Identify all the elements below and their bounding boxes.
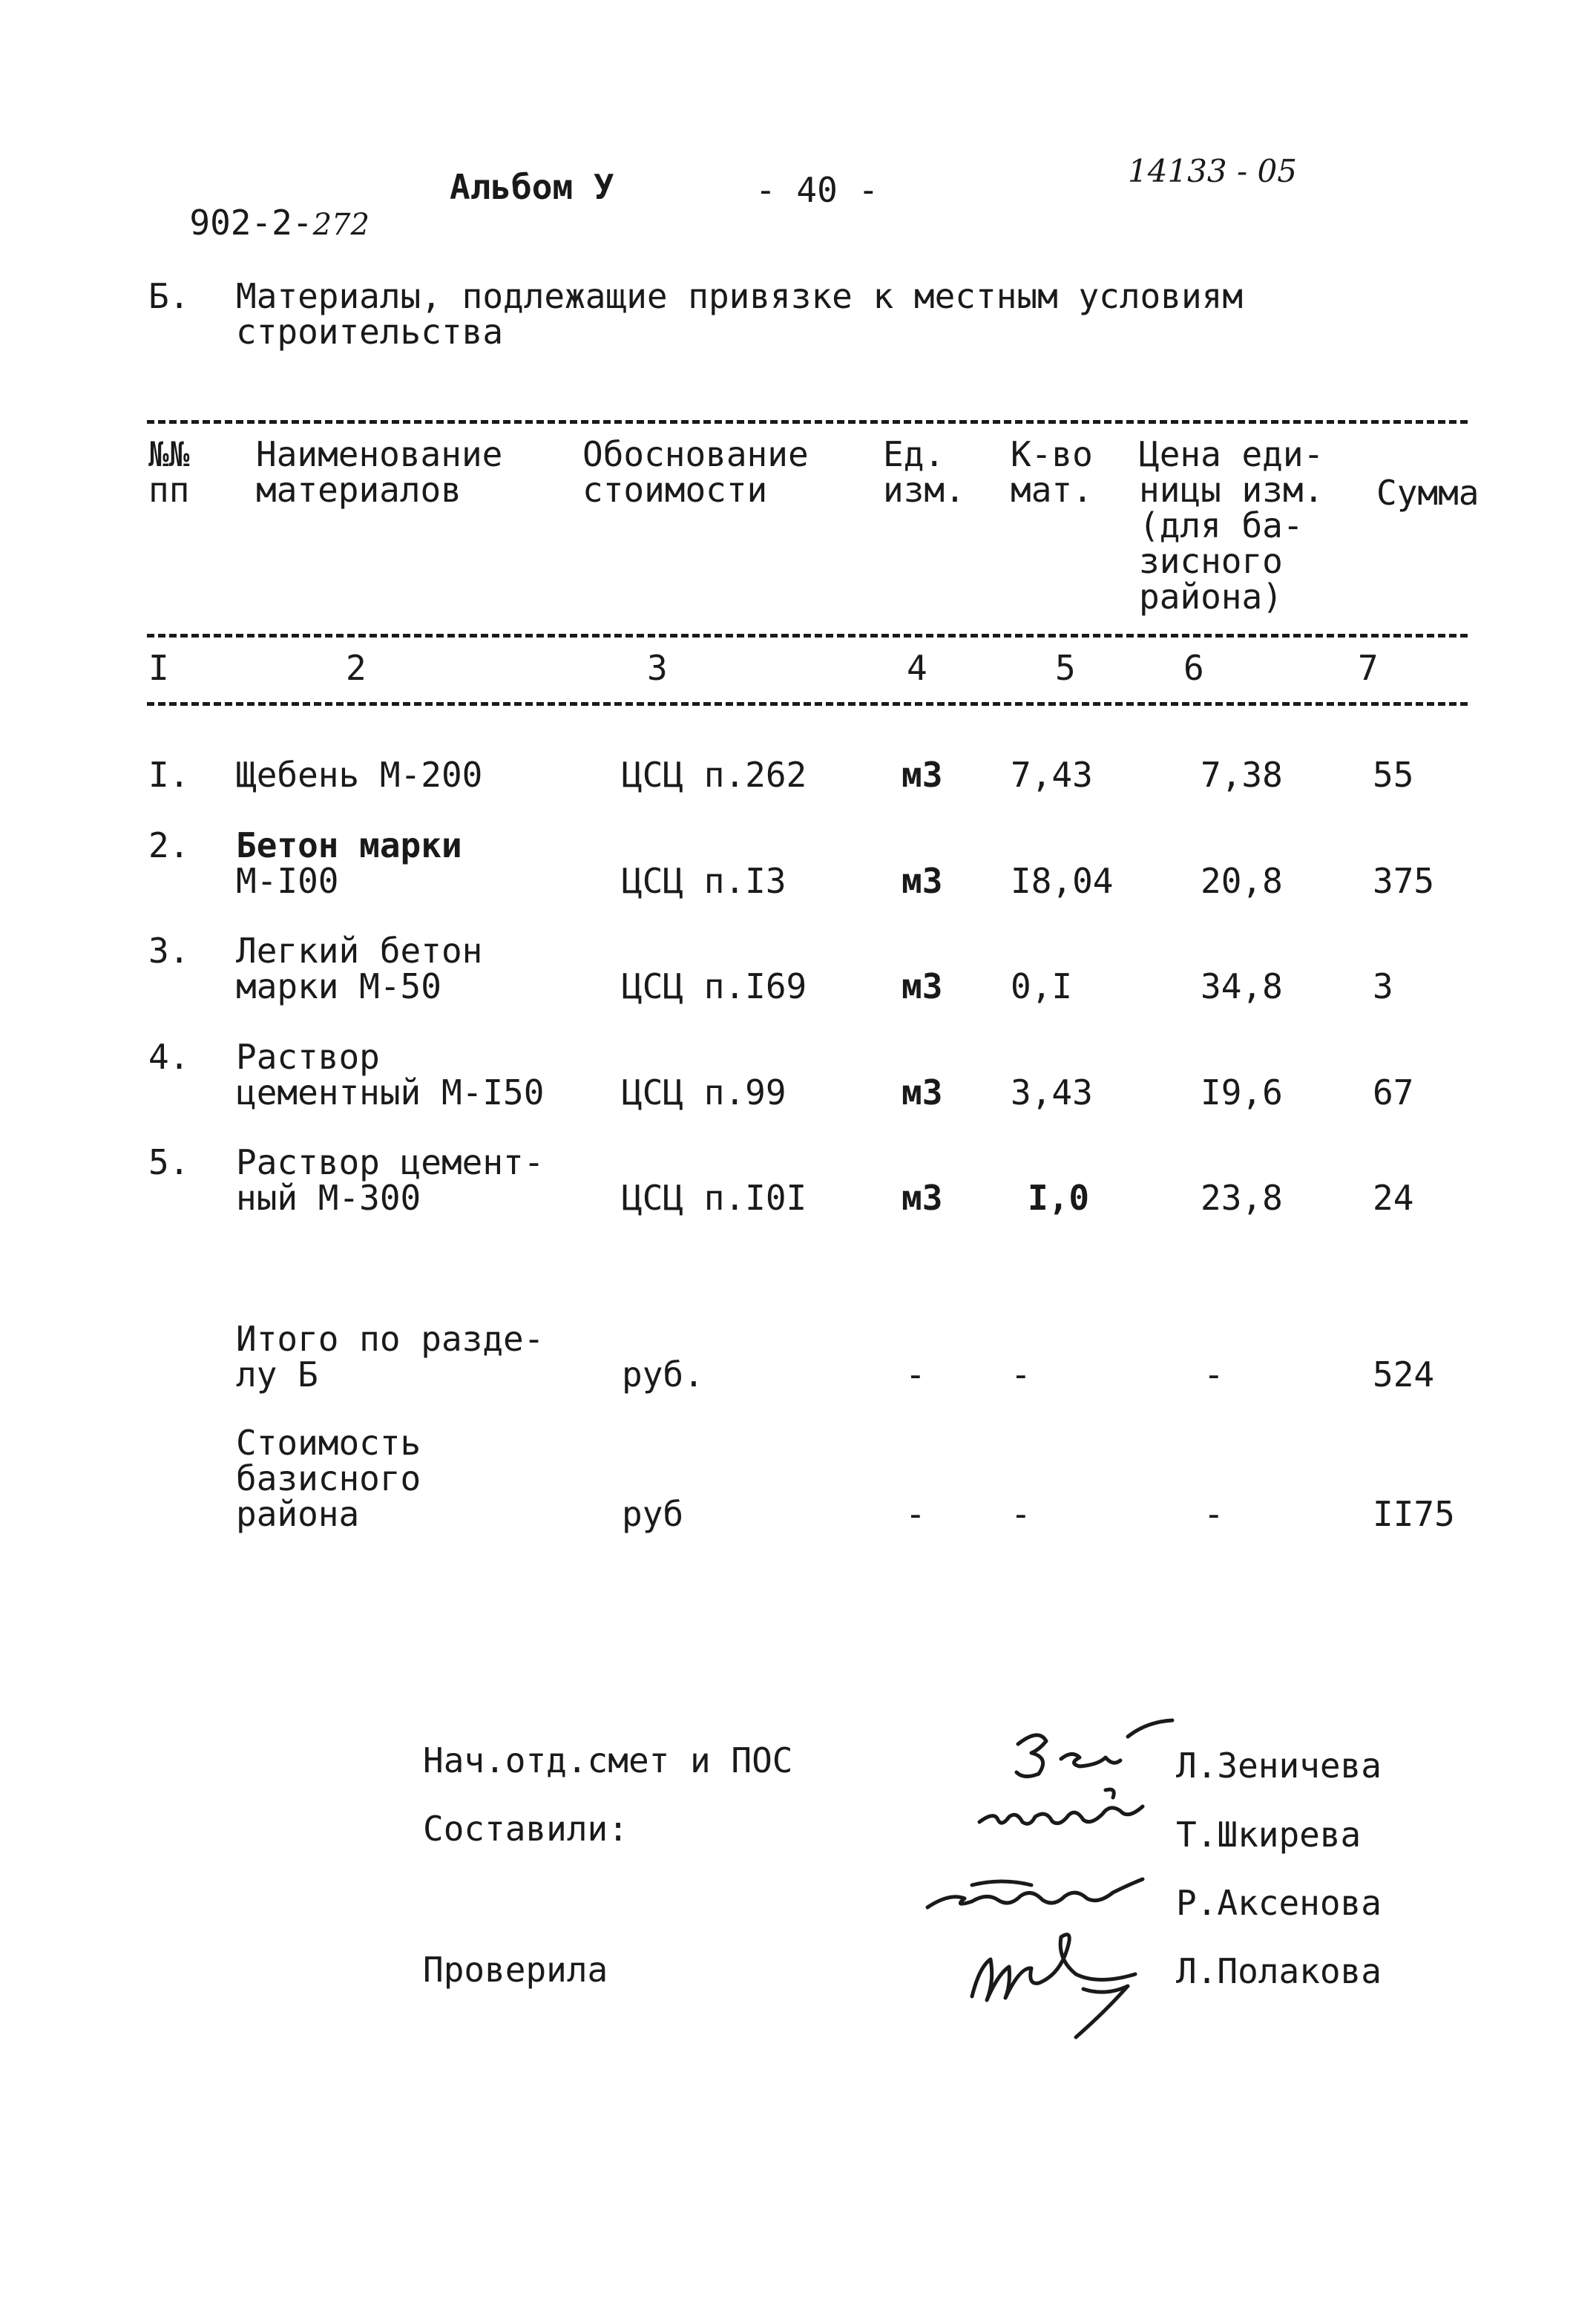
row-basis: ЦСЦ п.I0I: [622, 1178, 807, 1218]
row-qty: I8,04: [1011, 861, 1114, 901]
col-number-2: 2: [346, 648, 367, 688]
checked-label: Проверила: [423, 1950, 608, 1990]
row-price: 7,38: [1201, 755, 1283, 795]
table-rule-header-bottom: [147, 634, 1468, 638]
signature-1-icon: [1009, 1714, 1172, 1789]
table-rule-numbers-bottom: [147, 702, 1468, 706]
signer-name-3: Р.Аксенова: [1176, 1883, 1382, 1923]
total-name-l2: базисного: [236, 1458, 421, 1498]
signature-3-icon: [920, 1855, 1165, 1922]
total-dash-6: -: [1203, 1354, 1224, 1395]
header-basis-l1: Обоснование: [582, 434, 809, 474]
header-price-l4: зисного: [1139, 541, 1283, 581]
total-name-l2: лу Б: [236, 1354, 318, 1395]
header-num-l2: пп: [148, 470, 190, 510]
row-unit: м3: [902, 1178, 943, 1218]
col-number-4: 4: [907, 648, 927, 688]
total-sum: II75: [1373, 1494, 1455, 1534]
row-num: I.: [148, 755, 190, 795]
total-unit: руб.: [622, 1354, 704, 1395]
total-dash-5: -: [1011, 1494, 1031, 1534]
header-num-l1: №№: [148, 434, 190, 474]
doc-code: [148, 169, 370, 243]
row-unit: м3: [902, 1072, 943, 1113]
header-price-l5: района): [1139, 577, 1283, 617]
col-number-5: 5: [1055, 648, 1076, 688]
header-qty-l1: К-во: [1011, 434, 1093, 474]
row-name-l2: М-I00: [236, 861, 339, 901]
row-qty: I,0: [1028, 1178, 1090, 1218]
row-price: I9,6: [1201, 1072, 1283, 1113]
col-number-3: 3: [647, 648, 668, 688]
table-rule-top: [147, 420, 1468, 424]
head-label: Нач.отд.смет и ПОС: [423, 1740, 793, 1780]
total-dash-6: -: [1203, 1494, 1224, 1534]
row-unit: м3: [902, 861, 943, 901]
section-title-line1: Материалы, подлежащие привязке к местным условиям: [236, 276, 1244, 316]
total-dash-4: -: [905, 1494, 926, 1534]
row-price: 20,8: [1201, 861, 1283, 901]
total-unit: руб: [622, 1494, 684, 1534]
row-sum: 3: [1373, 966, 1393, 1006]
row-name-l1: Легкий бетон: [236, 931, 483, 971]
row-name-l2: марки М-50: [236, 966, 441, 1006]
header-sum: Сумма: [1376, 473, 1480, 513]
row-price: 23,8: [1201, 1178, 1283, 1218]
header-price-l1: Цена еди-: [1139, 434, 1324, 474]
header-unit-l1: Ед.: [883, 434, 945, 474]
header-name-l1: Наименование: [256, 434, 503, 474]
row-basis: ЦСЦ п.262: [622, 755, 807, 795]
section-title-line2: строительства: [236, 312, 504, 352]
row-qty: 0,I: [1011, 966, 1073, 1006]
row-name-l1: Раствор цемент-: [236, 1142, 545, 1182]
signature-2-icon: [965, 1781, 1165, 1848]
row-basis: ЦСЦ п.I3: [622, 861, 786, 901]
col-number-1: I: [148, 648, 169, 688]
row-basis: ЦСЦ п.I69: [622, 966, 807, 1006]
album-label: Альбом У: [450, 167, 614, 207]
signer-name-2: Т.Шкирева: [1176, 1815, 1362, 1855]
header-price-l2: ницы изм.: [1139, 470, 1324, 510]
row-name-l1: Раствор: [236, 1037, 380, 1077]
doc-code-handwritten: 272: [312, 208, 370, 242]
row-unit: м3: [902, 755, 943, 795]
row-num: 5.: [148, 1142, 190, 1182]
row-name-l1: Бетон марки: [236, 825, 462, 865]
total-dash-4: -: [905, 1354, 926, 1395]
row-num: 3.: [148, 931, 190, 971]
col-number-7: 7: [1358, 648, 1379, 688]
row-num: 4.: [148, 1037, 190, 1077]
header-price-l3: (для ба-: [1139, 505, 1304, 545]
col-number-6: 6: [1183, 648, 1204, 688]
signature-4-icon: [957, 1915, 1150, 2041]
signer-name-1: Л.Зеничева: [1176, 1746, 1382, 1786]
row-sum: 375: [1373, 861, 1435, 901]
total-name-l3: района: [236, 1494, 360, 1534]
row-price: 34,8: [1201, 966, 1283, 1006]
row-num: 2.: [148, 825, 190, 865]
total-name-l1: Стоимость: [236, 1423, 421, 1463]
row-sum: 55: [1373, 755, 1414, 795]
row-unit: м3: [902, 966, 943, 1006]
total-dash-5: -: [1011, 1354, 1031, 1395]
compiled-label: Составили:: [423, 1809, 628, 1849]
row-qty: 3,43: [1011, 1072, 1093, 1113]
row-name-l2: цементный М-I50: [236, 1072, 545, 1113]
handwritten-ref: 14133 - 05: [1128, 153, 1297, 189]
row-name-l1: Щебень М-200: [236, 755, 483, 795]
row-qty: 7,43: [1011, 755, 1093, 795]
section-letter: Б.: [148, 276, 190, 316]
header-basis-l2: стоимости: [582, 470, 768, 510]
page-number: - 40 -: [755, 170, 879, 210]
row-sum: 24: [1373, 1178, 1414, 1218]
signer-name-4: Л.Полакова: [1176, 1951, 1382, 1991]
header-name-l2: материалов: [256, 470, 462, 510]
row-basis: ЦСЦ п.99: [622, 1072, 786, 1113]
row-sum: 67: [1373, 1072, 1414, 1113]
total-sum: 524: [1373, 1354, 1435, 1395]
total-name-l1: Итого по разде-: [236, 1319, 545, 1359]
header-qty-l2: мат.: [1011, 470, 1093, 510]
row-name-l2: ный М-300: [236, 1178, 421, 1218]
header-unit-l2: изм.: [883, 470, 965, 510]
doc-code-typed: 902-2-: [189, 203, 313, 243]
